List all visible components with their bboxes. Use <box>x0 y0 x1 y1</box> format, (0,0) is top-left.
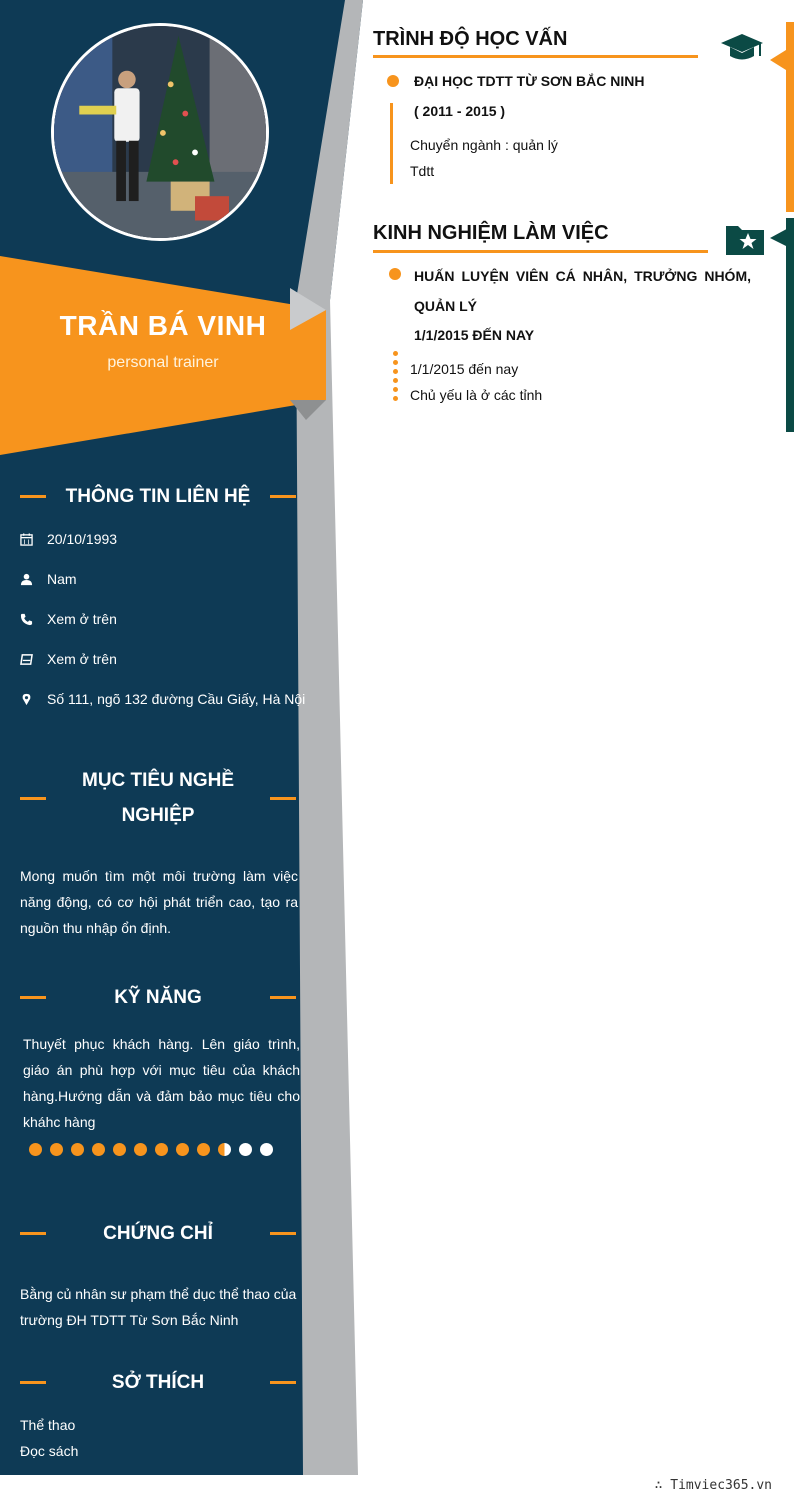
experience-underline <box>373 250 708 253</box>
phone-icon <box>20 613 47 626</box>
rating-dot <box>197 1143 210 1156</box>
avatar <box>51 23 269 241</box>
contact-text: Nam <box>47 571 77 587</box>
divider <box>20 996 46 999</box>
rating-dot <box>113 1143 126 1156</box>
education-school: ĐẠI HỌC TDTT TỪ SƠN BẮC NINH <box>414 73 645 89</box>
certificates-heading <box>20 1216 296 1251</box>
hobbies-title: SỞ THÍCH <box>111 1372 205 1393</box>
contact-text: Xem ở trên <box>47 651 117 667</box>
divider <box>20 1381 46 1384</box>
contact-text: Số 111, ngõ 132 đường Cầu Giấy, Hà Nội <box>47 691 306 707</box>
sidebar <box>0 0 360 1501</box>
calendar-icon <box>20 533 47 546</box>
rating-dot <box>176 1143 189 1156</box>
hobby-item: Đọc sách <box>20 1443 79 1459</box>
contact-heading <box>20 479 296 514</box>
rating-dot <box>239 1143 252 1156</box>
contact-address <box>20 691 320 707</box>
divider <box>20 495 46 498</box>
rating-dot <box>92 1143 105 1156</box>
objective-text: Mong muốn tìm một môi trường làm việc năng động, có cơ hội phát triển cao, tạo ra nguồn thu nhập ổn định. <box>20 868 298 936</box>
experience-timeline-dots <box>393 351 398 401</box>
user-icon <box>20 573 47 586</box>
skills-heading <box>20 980 296 1015</box>
education-bullet <box>387 75 399 87</box>
education-heading: TRÌNH ĐỘ HỌC VẤN <box>373 28 568 50</box>
experience-time: 1/1/2015 đến nay <box>410 361 519 377</box>
contact-title: THÔNG TIN LIÊN HỆ <box>65 486 251 507</box>
rating-dot <box>29 1143 42 1156</box>
contact-text: Xem ở trên <box>47 611 117 627</box>
rating-dot <box>218 1143 231 1156</box>
hobby-item: Thể thao <box>20 1417 76 1433</box>
divider <box>270 1381 296 1384</box>
folder-star-icon <box>725 222 765 261</box>
certificates-text: Bằng củ nhân sư phạm thể dục thể thao của trường ĐH TDTT Từ Sơn Bắc Ninh <box>20 1286 297 1328</box>
skill-rating <box>29 1143 273 1156</box>
objective-title-line1: MỤC TIÊU NGHỀ <box>82 770 234 791</box>
education-timeline-bar <box>390 103 393 184</box>
objective-title <box>46 763 270 833</box>
experience-position: HUẤN LUYỆN VIÊN CÁ NHÂN, TRƯỞNG NHÓM, QUẢN LÝ <box>414 268 751 314</box>
rating-dot <box>71 1143 84 1156</box>
skills-title: KỸ NĂNG <box>114 987 202 1008</box>
contact-birthday <box>20 531 320 547</box>
education-detail: Tdtt <box>410 163 435 179</box>
experience-description: Chủ yếu là ở các tỉnh <box>410 387 543 403</box>
skills-text: Thuyết phục khách hàng. Lên giáo trình, giáo án phù hợp với mục tiêu của khách hàng.Hướng dẫn và đảm bảo mục tiêu cho kháhc hàng <box>23 1036 300 1130</box>
contact-email <box>20 651 320 667</box>
experience-bullet <box>389 268 401 280</box>
education-underline <box>373 55 698 58</box>
objective-title-line2: NGHIỆP <box>121 805 195 826</box>
education-major: Chuyển ngành : quản lý <box>410 137 558 153</box>
watermark-text: Timviec365.vn <box>670 1478 772 1493</box>
divider <box>270 996 296 999</box>
watermark-icon: ∴ <box>654 1478 671 1493</box>
graduation-cap-icon <box>720 32 764 69</box>
contact-gender <box>20 571 320 587</box>
rating-dot <box>260 1143 273 1156</box>
divider <box>270 797 296 800</box>
email-icon <box>20 653 47 666</box>
certificates-title: CHỨNG CHỈ <box>103 1223 213 1244</box>
divider <box>20 1232 46 1235</box>
avatar-photo <box>54 26 266 238</box>
education-period: ( 2011 - 2015 ) <box>414 103 506 119</box>
hobbies-heading <box>20 1365 296 1400</box>
experience-heading: KINH NGHIỆM LÀM VIỆC <box>373 222 609 244</box>
job-title: personal trainer <box>107 354 219 371</box>
full-name: TRẦN BÁ VINH <box>59 310 267 341</box>
rating-dot <box>134 1143 147 1156</box>
watermark <box>655 1478 772 1493</box>
contact-text: 20/10/1993 <box>47 531 118 547</box>
experience-period: 1/1/2015 ĐẾN NAY <box>414 327 535 343</box>
contact-phone <box>20 611 320 627</box>
divider <box>270 1232 296 1235</box>
divider <box>20 797 46 800</box>
objective-heading <box>20 763 296 833</box>
rating-dot <box>155 1143 168 1156</box>
location-icon <box>20 693 47 706</box>
divider <box>270 495 296 498</box>
rating-dot <box>50 1143 63 1156</box>
